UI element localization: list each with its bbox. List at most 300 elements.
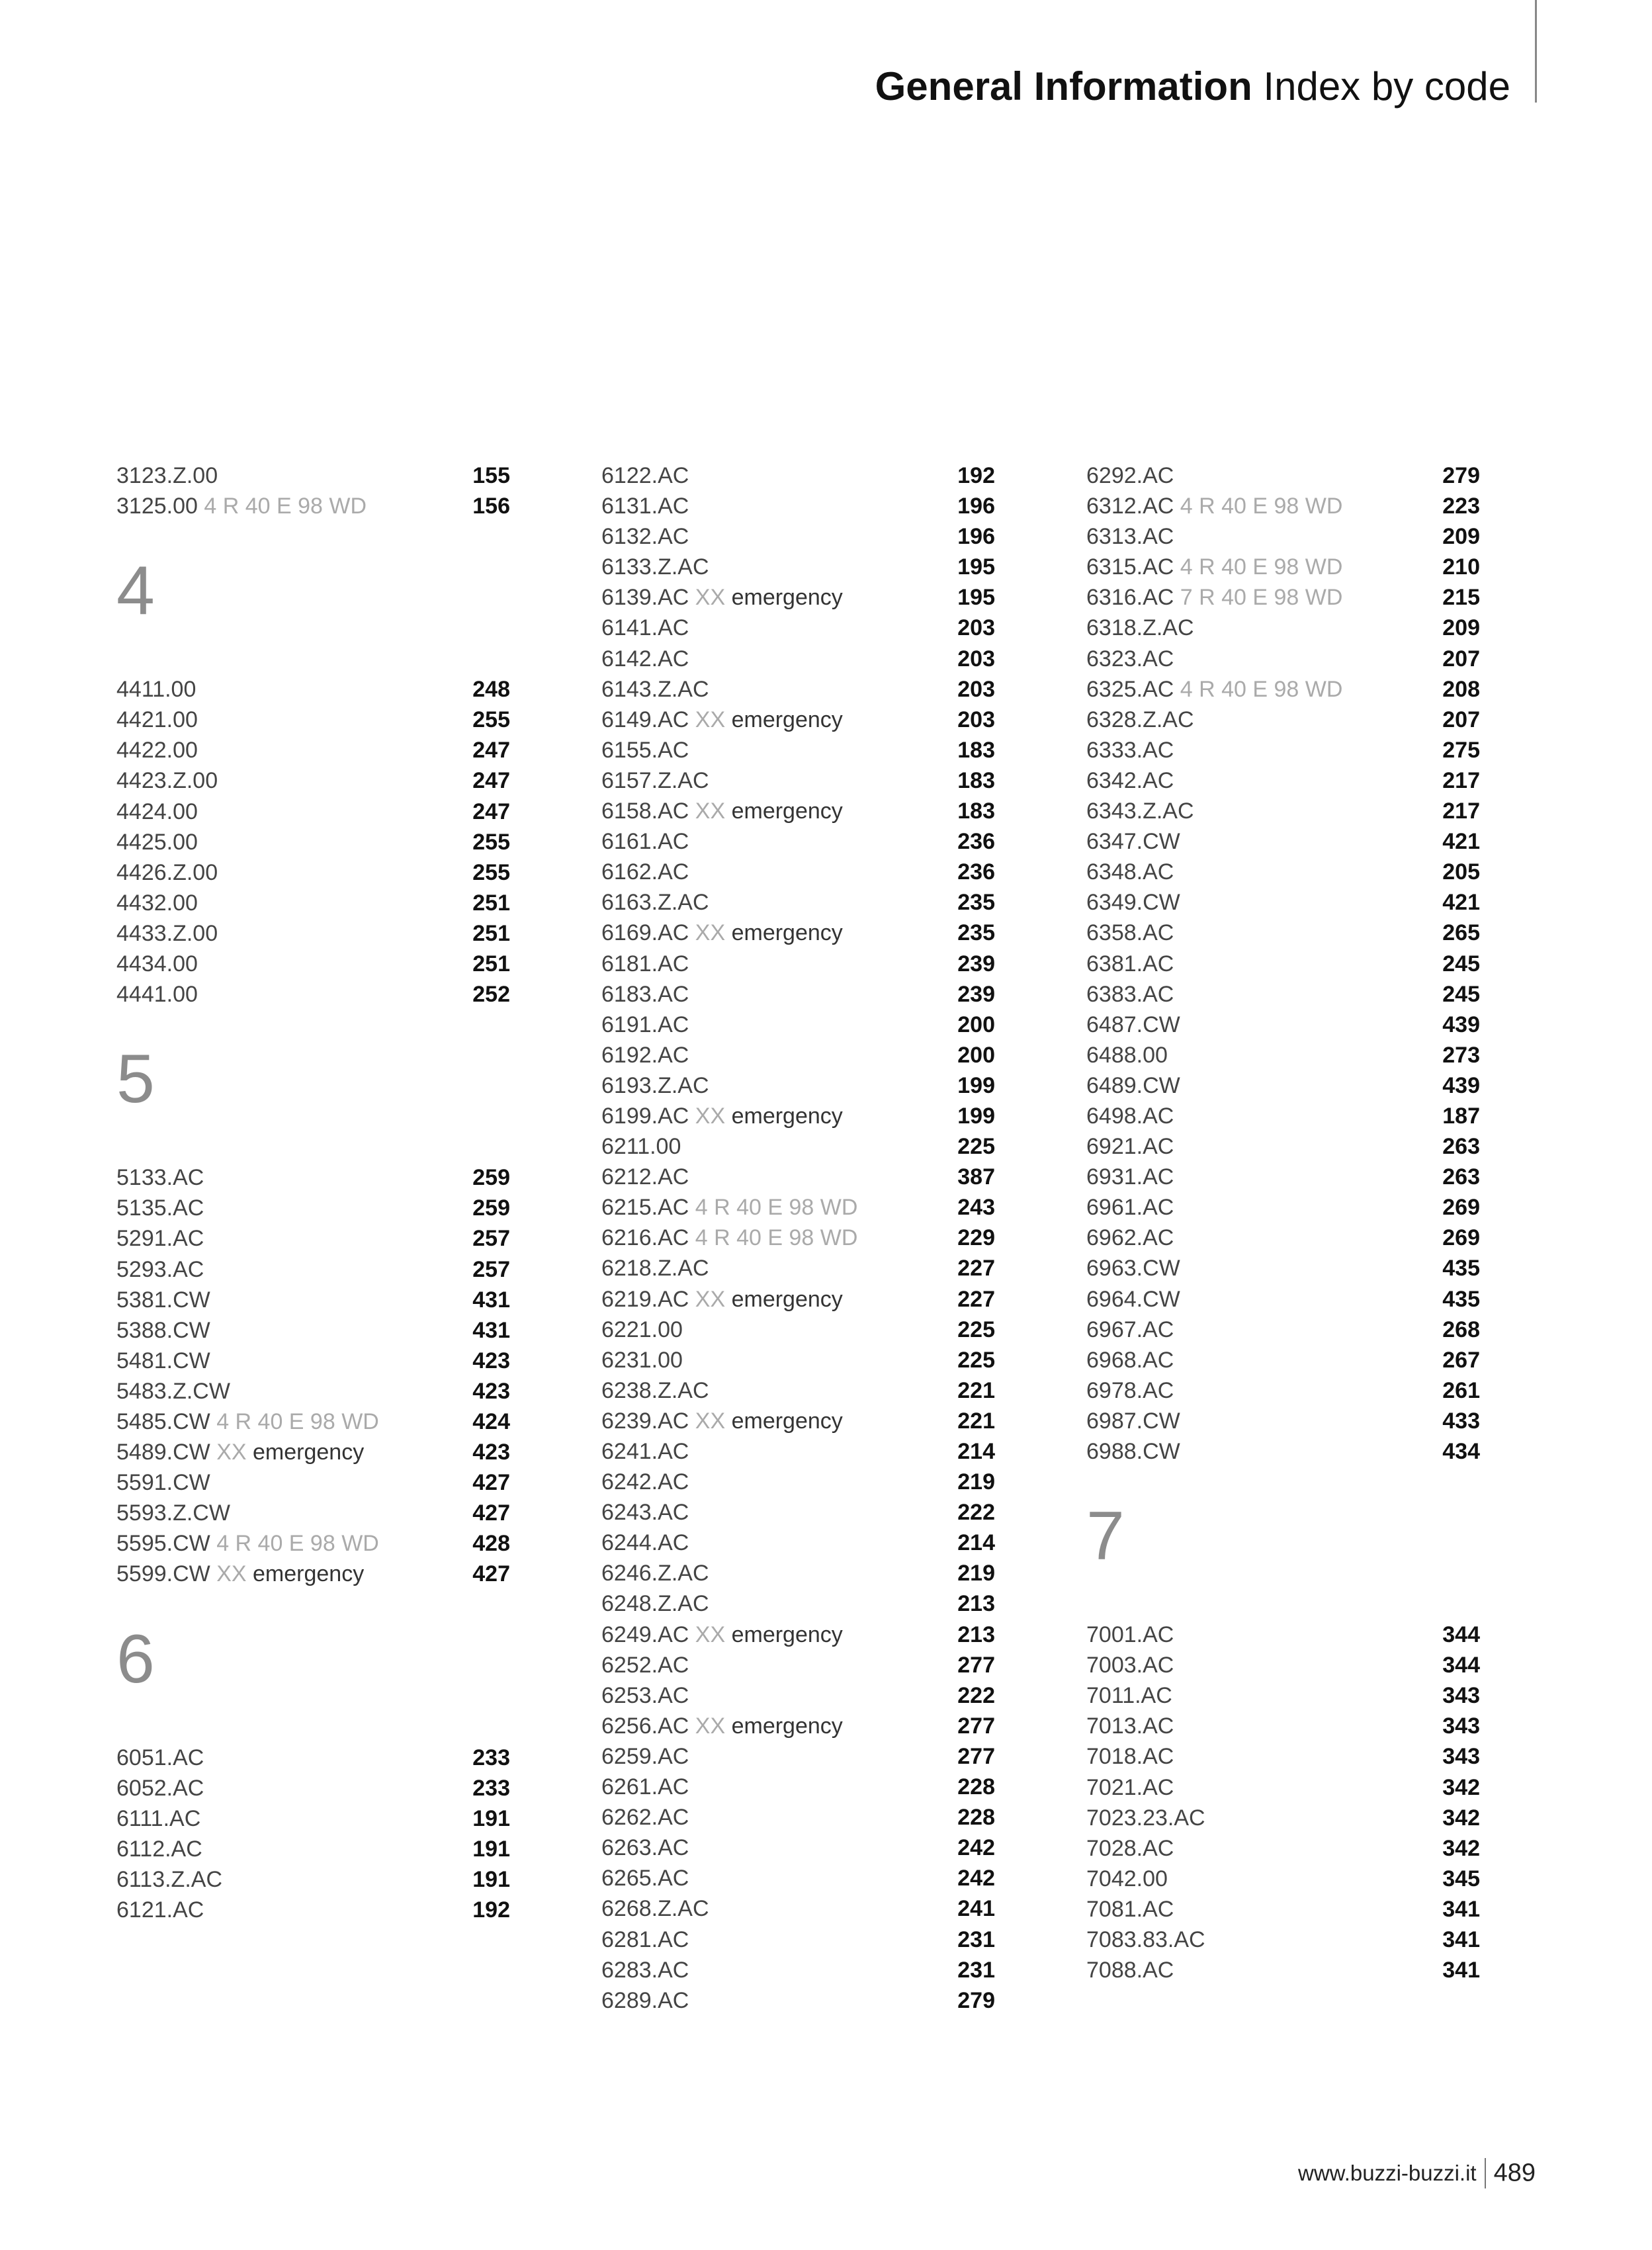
index-entry — [1086, 1192, 1480, 1223]
product-code: 6498.AC — [1086, 1103, 1174, 1129]
entry-code-group — [116, 674, 196, 705]
product-code: 6283.AC — [601, 1957, 689, 1983]
entry-code-group — [601, 1802, 689, 1833]
page-reference: 269 — [1442, 1225, 1480, 1251]
emergency-label: emergency — [731, 1713, 843, 1739]
page-reference: 183 — [957, 799, 995, 824]
entry-code-group — [116, 857, 218, 888]
page-reference: 222 — [957, 1500, 995, 1526]
index-entry — [601, 674, 995, 705]
page-reference: 427 — [472, 1500, 510, 1526]
page-reference: 192 — [472, 1897, 510, 1923]
product-code: 5481.CW — [116, 1348, 210, 1373]
product-code: 7011.AC — [1086, 1683, 1172, 1709]
product-code: 7088.AC — [1086, 1958, 1174, 1983]
product-code: 6967.AC — [1086, 1317, 1174, 1342]
product-code: 7023.23.AC — [1086, 1805, 1205, 1831]
page-reference: 228 — [957, 1774, 995, 1800]
index-entry — [1086, 1680, 1480, 1711]
page-reference: 239 — [957, 951, 995, 976]
product-code: 6381.AC — [1086, 951, 1174, 976]
section-header — [116, 521, 510, 674]
index-entry — [116, 1528, 510, 1559]
product-code: 6191.AC — [601, 1012, 689, 1037]
page-reference: 233 — [472, 1775, 510, 1801]
entry-code-group — [601, 613, 689, 643]
page-reference: 199 — [957, 1072, 995, 1098]
product-code: 6348.AC — [1086, 859, 1174, 885]
entry-code-group — [601, 887, 709, 918]
index-entry — [1086, 1223, 1480, 1253]
page-reference: 191 — [472, 1866, 510, 1892]
entry-code-group — [601, 1284, 843, 1315]
index-entry — [116, 1223, 510, 1254]
product-code: 5595.CW — [116, 1531, 210, 1557]
entry-code-group — [1086, 1894, 1174, 1925]
entry-code-group — [1086, 1711, 1174, 1741]
index-entry — [1086, 1833, 1480, 1864]
page-reference: 433 — [1442, 1408, 1480, 1434]
product-code: 4432.00 — [116, 890, 198, 916]
page-reference: 343 — [1442, 1683, 1480, 1709]
index-entry — [1086, 918, 1480, 948]
page-reference: 241 — [957, 1896, 995, 1922]
entry-code-group — [1086, 1223, 1174, 1253]
entry-code-group — [1086, 1680, 1172, 1711]
page-reference: 423 — [472, 1378, 510, 1404]
section-header — [116, 1590, 510, 1743]
page-reference: 341 — [1442, 1927, 1480, 1953]
page-reference: 263 — [1442, 1164, 1480, 1190]
index-entry — [1086, 1345, 1480, 1375]
index-entry — [601, 1101, 995, 1131]
index-entry — [601, 1711, 995, 1741]
product-code: 5599.CW — [116, 1561, 210, 1587]
product-code: 6253.AC — [601, 1682, 689, 1708]
product-code: 6347.CW — [1086, 829, 1180, 855]
index-entry — [601, 796, 995, 826]
page-reference: 191 — [472, 1805, 510, 1831]
product-code: 6312.AC — [1086, 494, 1174, 519]
index-entry — [601, 1558, 995, 1588]
page-reference: 205 — [1442, 859, 1480, 885]
index-entry — [601, 1253, 995, 1283]
entry-code-group — [116, 460, 218, 491]
code-suffix: XX — [695, 1286, 726, 1312]
product-code: 5291.AC — [116, 1226, 204, 1252]
page-reference: 222 — [957, 1682, 995, 1708]
index-entry — [1086, 1375, 1480, 1406]
page-reference: 248 — [472, 677, 510, 703]
product-code: 7018.AC — [1086, 1744, 1174, 1770]
entry-code-group — [116, 735, 198, 765]
index-entry — [1086, 1894, 1480, 1925]
page-reference: 344 — [1442, 1653, 1480, 1678]
entry-code-group — [1086, 521, 1174, 552]
page-reference: 213 — [957, 1622, 995, 1647]
page-reference: 155 — [472, 463, 510, 488]
product-code: 6052.AC — [116, 1775, 204, 1801]
page-reference: 221 — [957, 1408, 995, 1434]
product-code: 4433.Z.00 — [116, 920, 218, 946]
index-entry — [1086, 644, 1480, 674]
product-code: 5593.Z.CW — [116, 1500, 230, 1526]
index-entry — [601, 644, 995, 674]
entry-code-group — [601, 552, 709, 582]
entry-code-group — [116, 827, 198, 857]
product-code: 5485.CW — [116, 1408, 210, 1434]
entry-code-group — [601, 949, 689, 979]
entry-code-group — [601, 1772, 689, 1802]
entry-code-group — [601, 491, 689, 521]
page-reference: 200 — [957, 1042, 995, 1068]
entry-code-group — [601, 674, 709, 705]
page-reference: 277 — [957, 1743, 995, 1769]
product-code: 4441.00 — [116, 982, 198, 1008]
entry-code-group — [601, 1375, 709, 1406]
product-code: 5381.CW — [116, 1287, 210, 1313]
index-entry — [601, 949, 995, 979]
entry-code-group — [1086, 1406, 1180, 1436]
page-reference: 344 — [1442, 1622, 1480, 1648]
entry-code-group — [1086, 1253, 1180, 1283]
entry-code-group — [601, 1010, 689, 1040]
product-code: 6158.AC — [601, 799, 689, 824]
product-code: 6921.AC — [1086, 1134, 1174, 1160]
index-entry — [601, 887, 995, 918]
page-reference: 203 — [957, 646, 995, 671]
product-code: 5293.AC — [116, 1256, 204, 1282]
entry-code-group — [601, 1497, 689, 1528]
index-entry — [601, 1802, 995, 1833]
entry-code-group — [1086, 1620, 1174, 1650]
index-entry — [601, 1893, 995, 1924]
index-entry — [1086, 949, 1480, 979]
entry-code-group — [601, 1558, 709, 1588]
page-reference: 236 — [957, 859, 995, 885]
entry-code-group — [1086, 887, 1180, 918]
entry-code-group — [116, 1346, 210, 1376]
code-suffix: XX — [695, 1713, 726, 1739]
page-reference: 223 — [1442, 494, 1480, 519]
page-reference: 342 — [1442, 1774, 1480, 1800]
page-reference: 243 — [957, 1195, 995, 1221]
page-reference: 261 — [1442, 1377, 1480, 1403]
index-entry — [601, 1192, 995, 1223]
entry-code-group — [601, 1955, 689, 1985]
product-code: 6256.AC — [601, 1713, 689, 1739]
entry-code-group — [1086, 1436, 1180, 1467]
code-suffix: XX — [695, 585, 726, 611]
entry-code-group — [1086, 582, 1342, 613]
product-code: 6988.CW — [1086, 1439, 1180, 1464]
page-reference: 428 — [472, 1531, 510, 1557]
product-code: 4426.Z.00 — [116, 859, 218, 885]
product-code: 3125.00 — [116, 494, 198, 519]
entry-code-group — [1086, 1010, 1180, 1040]
product-code: 6238.Z.AC — [601, 1377, 709, 1403]
page-reference: 435 — [1442, 1256, 1480, 1281]
product-code: 4411.00 — [116, 677, 196, 703]
page-reference: 269 — [1442, 1195, 1480, 1221]
index-entry — [601, 1040, 995, 1070]
index-entry — [601, 521, 995, 552]
page-reference: 214 — [957, 1530, 995, 1556]
emergency-label: emergency — [253, 1440, 365, 1465]
page-reference: 424 — [472, 1408, 510, 1434]
page-reference: 255 — [472, 829, 510, 855]
entry-code-group — [1086, 460, 1174, 491]
code-suffix: XX — [216, 1440, 247, 1465]
section-label: 4 — [116, 552, 155, 630]
product-code: 6218.Z.AC — [601, 1256, 709, 1281]
page-reference: 427 — [472, 1561, 510, 1587]
entry-code-group — [601, 1711, 843, 1741]
entry-code-group — [1086, 735, 1174, 765]
section-label: 7 — [1086, 1498, 1125, 1575]
page-reference: 387 — [957, 1164, 995, 1190]
code-suffix: 4 R 40 E 98 WD — [1180, 554, 1343, 580]
index-entry — [116, 1803, 510, 1834]
index-entry — [601, 1436, 995, 1467]
page-reference: 247 — [472, 768, 510, 794]
entry-code-group — [116, 765, 218, 796]
index-entry — [1086, 765, 1480, 796]
product-code: 6132.AC — [601, 524, 689, 550]
page-reference: 343 — [1442, 1713, 1480, 1739]
entry-code-group — [601, 1620, 843, 1650]
page-reference: 257 — [472, 1256, 510, 1282]
page-reference: 236 — [957, 829, 995, 855]
index-entry — [601, 1863, 995, 1893]
index-entry — [116, 1895, 510, 1925]
entry-code-group — [116, 1528, 379, 1559]
entry-code-group — [601, 735, 689, 765]
section-label: 5 — [116, 1041, 155, 1118]
page-reference: 263 — [1442, 1134, 1480, 1160]
entry-code-group — [601, 1467, 689, 1497]
product-code: 6931.AC — [1086, 1164, 1174, 1190]
page-reference: 245 — [1442, 951, 1480, 976]
index-entry — [601, 491, 995, 521]
entry-code-group — [116, 1743, 204, 1773]
page-reference: 219 — [957, 1469, 995, 1495]
page-reference: 242 — [957, 1866, 995, 1891]
product-code: 4421.00 — [116, 707, 198, 733]
entry-code-group — [601, 1406, 843, 1436]
index-entry — [601, 582, 995, 613]
index-entry — [116, 1346, 510, 1376]
product-code: 4422.00 — [116, 738, 198, 763]
index-entry — [601, 1375, 995, 1406]
page-reference: 251 — [472, 920, 510, 946]
product-code: 6192.AC — [601, 1042, 689, 1068]
page-reference: 203 — [957, 676, 995, 702]
product-code: 6199.AC — [601, 1103, 689, 1129]
product-code: 7003.AC — [1086, 1653, 1174, 1678]
index-entry — [1086, 1040, 1480, 1070]
index-entry — [1086, 1101, 1480, 1131]
entry-code-group — [1086, 491, 1342, 521]
product-code: 6358.AC — [1086, 920, 1174, 946]
page-reference: 195 — [957, 554, 995, 580]
page-reference: 259 — [472, 1195, 510, 1221]
index-column-1 — [116, 460, 510, 1925]
product-code: 6328.Z.AC — [1086, 707, 1194, 732]
page-reference: 279 — [957, 1987, 995, 2013]
entry-code-group — [116, 1864, 222, 1895]
index-entry — [601, 1528, 995, 1558]
index-entry — [601, 1406, 995, 1436]
index-entry — [601, 918, 995, 948]
entry-code-group — [1086, 1650, 1174, 1680]
index-entry — [1086, 887, 1480, 918]
entry-code-group — [116, 1803, 200, 1834]
index-entry — [1086, 582, 1480, 613]
entry-code-group — [116, 1467, 210, 1498]
page-reference: 213 — [957, 1591, 995, 1617]
product-code: 6183.AC — [601, 981, 689, 1007]
entry-code-group — [601, 1528, 689, 1558]
page-reference: 227 — [957, 1256, 995, 1281]
product-code: 6141.AC — [601, 615, 689, 641]
entry-code-group — [116, 888, 198, 918]
product-code: 5591.CW — [116, 1470, 210, 1496]
product-code: 6121.AC — [116, 1897, 204, 1923]
product-code: 5133.AC — [116, 1165, 204, 1191]
page-number: 489 — [1493, 2159, 1536, 2187]
product-code: 6961.AC — [1086, 1195, 1174, 1221]
page-reference: 242 — [957, 1835, 995, 1861]
page-reference: 427 — [472, 1470, 510, 1496]
product-code: 6318.Z.AC — [1086, 615, 1194, 641]
product-code: 6241.AC — [601, 1439, 689, 1464]
entry-code-group — [116, 1559, 364, 1589]
entry-code-group — [1086, 674, 1342, 705]
code-suffix: 4 R 40 E 98 WD — [204, 494, 367, 519]
index-entry — [601, 1741, 995, 1772]
entry-code-group — [116, 1406, 379, 1437]
page-reference: 435 — [1442, 1286, 1480, 1312]
entry-code-group — [116, 1223, 204, 1254]
page-reference: 434 — [1442, 1439, 1480, 1464]
code-suffix: 4 R 40 E 98 WD — [216, 1408, 379, 1434]
page-reference: 255 — [472, 859, 510, 885]
product-code: 6315.AC — [1086, 554, 1174, 580]
page-reference: 247 — [472, 799, 510, 824]
index-entry — [116, 491, 510, 521]
entry-code-group — [1086, 857, 1174, 887]
page-reference: 255 — [472, 707, 510, 733]
index-entry — [1086, 674, 1480, 705]
entry-code-group — [601, 1162, 689, 1192]
entry-code-group — [1086, 1955, 1174, 1985]
index-entry — [116, 674, 510, 705]
product-code: 7028.AC — [1086, 1835, 1174, 1861]
product-code: 6143.Z.AC — [601, 676, 709, 702]
page-reference: 341 — [1442, 1958, 1480, 1983]
index-entry — [1086, 552, 1480, 582]
page-reference: 431 — [472, 1287, 510, 1313]
entry-code-group — [1086, 765, 1174, 796]
index-entry — [116, 1467, 510, 1498]
page-reference: 259 — [472, 1165, 510, 1191]
product-code: 6262.AC — [601, 1805, 689, 1831]
page-reference: 196 — [957, 524, 995, 550]
product-code: 4425.00 — [116, 829, 198, 855]
product-code: 6133.Z.AC — [601, 554, 709, 580]
product-code: 6383.AC — [1086, 981, 1174, 1007]
entry-code-group — [601, 582, 843, 613]
page-reference: 225 — [957, 1134, 995, 1160]
entry-code-group — [1086, 1833, 1174, 1864]
product-code: 6349.CW — [1086, 890, 1180, 916]
entry-code-group — [1086, 1803, 1205, 1833]
product-code: 6242.AC — [601, 1469, 689, 1495]
index-entry — [116, 1376, 510, 1406]
page-reference: 203 — [957, 707, 995, 732]
product-code: 5483.Z.CW — [116, 1378, 230, 1404]
index-entry — [1086, 826, 1480, 857]
entry-code-group — [601, 705, 843, 735]
entry-code-group — [601, 1436, 689, 1467]
product-code: 7083.83.AC — [1086, 1927, 1205, 1953]
index-entry — [601, 460, 995, 491]
page-reference: 231 — [957, 1926, 995, 1952]
entry-code-group — [601, 765, 709, 796]
index-entry — [1086, 521, 1480, 552]
page-reference: 217 — [1442, 767, 1480, 793]
code-suffix: 4 R 40 E 98 WD — [695, 1195, 858, 1221]
page-reference: 235 — [957, 890, 995, 916]
page-reference: 439 — [1442, 1072, 1480, 1098]
code-suffix: 4 R 40 E 98 WD — [216, 1531, 379, 1557]
entry-code-group — [601, 1101, 843, 1131]
entry-code-group — [601, 1650, 689, 1680]
entry-code-group — [1086, 1864, 1168, 1894]
page-reference: 192 — [957, 463, 995, 488]
entry-code-group — [116, 918, 218, 949]
page-reference: 214 — [957, 1439, 995, 1464]
index-entry — [601, 979, 995, 1010]
index-entry — [1086, 1864, 1480, 1894]
index-entry — [116, 1162, 510, 1193]
entry-code-group — [116, 491, 367, 521]
code-suffix: 4 R 40 E 98 WD — [695, 1225, 858, 1251]
code-suffix: XX — [695, 707, 726, 732]
entry-code-group — [601, 979, 689, 1010]
entry-code-group — [601, 1893, 709, 1924]
entry-code-group — [1086, 1375, 1174, 1406]
entry-code-group — [1086, 1101, 1174, 1131]
code-suffix: 4 R 40 E 98 WD — [1180, 494, 1343, 519]
product-code: 6131.AC — [601, 494, 689, 519]
index-entry — [116, 735, 510, 765]
website-link[interactable]: www.buzzi-buzzi.it — [1298, 2161, 1477, 2185]
index-entry — [1086, 796, 1480, 826]
header-title: General Information — [875, 64, 1252, 108]
index-entry — [1086, 735, 1480, 765]
product-code: 6112.AC — [116, 1836, 202, 1862]
page-reference: 342 — [1442, 1835, 1480, 1861]
page-reference: 200 — [957, 1012, 995, 1037]
index-entry — [1086, 1162, 1480, 1192]
product-code: 4434.00 — [116, 951, 198, 977]
page-reference: 210 — [1442, 554, 1480, 580]
index-entry — [601, 857, 995, 887]
product-code: 6489.CW — [1086, 1072, 1180, 1098]
page-reference: 225 — [957, 1317, 995, 1342]
